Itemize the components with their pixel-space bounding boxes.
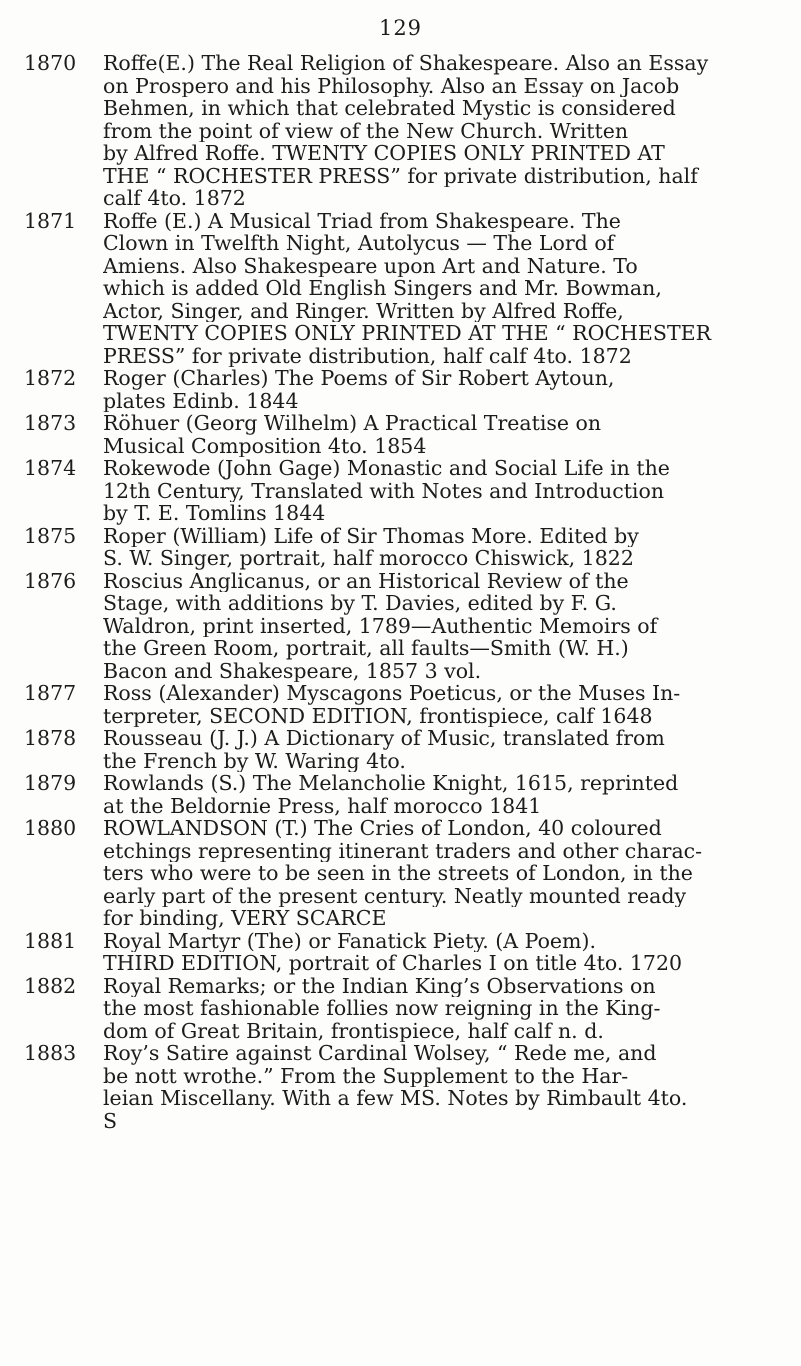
entry-number: 1881 [24,928,77,953]
entry-number: 1882 [24,973,77,998]
entry-line: Rokewode (John Gage) Monastic and Social Life in the [103,457,670,480]
entry-line: Clown in Twelfth Night, Autolycus — The Lord of [103,232,615,255]
entry-line: the French by W. Waring 4to. [103,749,406,772]
entry-description [103,930,779,975]
entry-description [103,210,779,368]
entry-description [103,1042,779,1132]
entry-number: 1873 [24,411,77,435]
catalogue-entry [0,210,801,368]
entry-line: Roffe(E.) The Real Religion of Shakespeare. Also an Essay [103,52,709,75]
entry-line: THIRD EDITION, portrait of Charles I on title 4to. 1720 [103,952,683,975]
entry-line: Roscius Anglicanus, or an Historical Review of the [103,569,629,592]
entry-line: TWENTY COPIES ONLY PRINTED AT THE “ ROCHESTER [103,322,712,345]
entry-number: 1876 [24,568,77,593]
entry-line: etchings representing itinerant traders and other charac- [103,839,703,862]
entry-description [103,412,779,457]
entry-number: 1878 [24,726,77,750]
entry-description [103,817,779,930]
catalogue-entries [0,52,801,1132]
catalogue-entry [0,817,801,930]
entry-description [103,367,779,412]
entry-number: 1874 [24,456,77,480]
entry-line: Royal Martyr (The) or Fanatick Piety. (A Poem). [103,929,596,952]
entry-line: dom of Great Britain, frontispiece, half calf n. d. [103,1019,604,1042]
catalogue-entry [0,772,801,817]
entry-number: 1880 [24,816,77,840]
entry-line: ROWLANDSON (T.) The Cries of London, 40 coloured [103,817,662,840]
entry-line: the Green Room, portrait, all faults—Smith (W. H.) [103,637,629,660]
entry-line: on Prospero and his Philosophy. Also an Essay on Jacob [103,74,680,97]
catalogue-entry [0,1042,801,1132]
catalogue-entry [0,682,801,727]
entry-description [103,52,779,210]
entry-line: Musical Composition 4to. 1854 [103,434,427,457]
entry-line: Roper (William) Life of Sir Thomas More. Edited by [103,524,639,547]
entry-line: Roger (Charles) The Poems of Sir Robert Aytoun, [103,367,615,390]
entry-number: 1870 [24,51,77,75]
catalogue-entry [0,975,801,1043]
entry-line: leian Miscellany. With a few MS. Notes by Rimbault 4to. [103,1087,688,1110]
entry-description [103,570,779,683]
entry-line: 12th Century, Translated with Notes and Introduction [103,479,665,502]
catalogue-entry [0,52,801,210]
entry-description [103,975,779,1043]
entry-line: by T. E. Tomlins 1844 [103,502,326,525]
catalogue-entry [0,930,801,975]
entry-line: which is added Old English Singers and Mr. Bowman, [103,277,662,300]
entry-line: Actor, Singer, and Ringer. Written by Alfred Roffe, [103,299,624,322]
catalogue-entry [0,570,801,683]
entry-line: the most fashionable follies now reigning in the King- [103,997,661,1020]
entry-number: 1871 [24,208,77,233]
entry-line: from the point of view of the New Church. Written [103,119,629,142]
entry-number: 1872 [24,366,77,390]
catalogue-entry [0,412,801,457]
entry-line: terpreter, SECOND EDITION, frontispiece, calf 1648 [103,704,653,727]
entry-line: Waldron, print inserted, 1789—Authentic Memoirs of [103,614,658,637]
entry-line: plates Edinb. 1844 [103,389,299,412]
entry-number: 1879 [24,771,77,795]
entry-line: Ross (Alexander) Myscagons Poeticus, or the Muses In- [103,682,681,705]
entry-number: 1875 [24,523,77,548]
page-number: 129 [378,16,423,40]
entry-number: 1883 [24,1041,77,1065]
entry-line: Rousseau (J. J.) A Dictionary of Music, translated from [103,727,665,750]
entry-line: be nott wrothe.” From the Supplement to the Har- [103,1064,629,1087]
entry-line: at the Beldornie Press, half morocco 1841 [103,794,542,817]
entry-line: Stage, with additions by T. Davies, edited by F. G. [103,592,617,615]
catalogue-entry [0,457,801,525]
entry-line: Royal Remarks; or the Indian King’s Observations on [103,974,656,997]
entry-line: Roy’s Satire against Cardinal Wolsey, “ Rede me, and [103,1042,657,1065]
entry-line: Bacon and Shakespeare, 1857 3 vol. [103,659,482,682]
entry-line: for binding, VERY SCARCE [103,907,387,930]
entry-line: PRESS” for private distribution, half calf 4to. 1872 [103,344,632,367]
entry-line: Rowlands (S.) The Melancholie Knight, 1615, reprinted [103,772,679,795]
entry-line: Amiens. Also Shakespeare upon Art and Nature. To [103,254,638,277]
catalogue-entry [0,367,801,412]
catalogue-entry [0,525,801,570]
entry-description [103,525,779,570]
entry-line: Roffe (E.) A Musical Triad from Shakespeare. The [103,209,621,232]
entry-line: Röhuer (Georg Wilhelm) A Practical Treatise on [103,412,602,435]
entry-line: early part of the present century. Neatly mounted ready [103,884,687,907]
entry-line: S. W. Singer, portrait, half morocco Chiswick, 1822 [103,547,634,570]
catalogue-entry [0,727,801,772]
entry-line: ters who were to be seen in the streets of London, in the [103,862,693,885]
entry-description [103,772,779,817]
entry-line: THE “ ROCHESTER PRESS” for private distribution, half [103,164,698,187]
entry-description [103,727,779,772]
entry-line: Behmen, in which that celebrated Mystic is considered [103,97,676,120]
entry-description [103,457,779,525]
entry-line: by Alfred Roffe. TWENTY COPIES ONLY PRINTED AT [103,142,665,165]
entry-number: 1877 [24,681,77,705]
entry-description [103,682,779,727]
entry-line: calf 4to. 1872 [103,187,246,210]
entry-line: S [103,1109,118,1132]
